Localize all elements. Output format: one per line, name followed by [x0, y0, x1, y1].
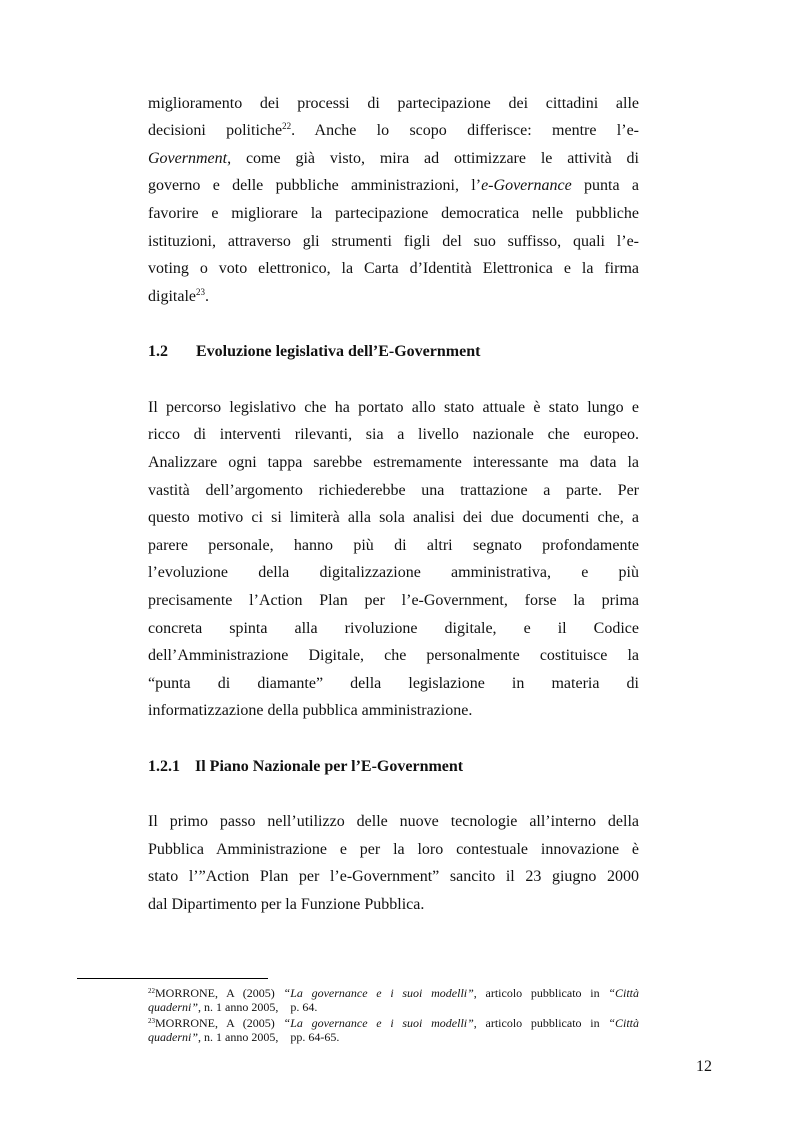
text-line: voting o voto elettronico, la Carta d’Identità Elettronica e la firma — [148, 260, 639, 277]
text-line: vastità dell’argomento richiederebbe una trattazione a parte. Per — [148, 482, 639, 499]
text-line: decisioni politiche$^{22}$. Anche lo scopo differisce: mentre l’e- — [148, 121, 639, 139]
text-line: Analizzare ogni tappa sarebbe estremamente interessante ma data la — [148, 454, 639, 471]
page-number: 12 — [696, 1058, 712, 1075]
text-line: Government, come già visto, mira ad ottimizzare le attività di — [148, 150, 639, 167]
text-line: favorire e migliorare la partecipazione democratica nelle pubbliche — [148, 205, 639, 222]
text-line: “punta di diamante” della legislazione in materia di — [148, 675, 639, 692]
text-line: precisamente l’Action Plan per l’e-Government, forse la prima — [148, 592, 639, 609]
text-line: Pubblica Amministrazione e per la loro contestuale innovazione è — [148, 841, 639, 858]
text-line: miglioramento dei processi di partecipazione dei cittadini alle — [148, 95, 639, 112]
text-line: istituzioni, attraverso gli strumenti figli del suo suffisso, quali l’e- — [148, 233, 639, 250]
text-line: ricco di interventi rilevanti, sia a livello nazionale che europeo. — [148, 426, 639, 443]
text-line: Il primo passo nell’utilizzo delle nuove tecnologie all’interno della — [148, 813, 639, 830]
text-line: concreta spinta alla rivoluzione digitale, e il Codice — [148, 620, 639, 637]
footnote: $^{22}$MORRONE, A (2005) “La governance e i suoi modelli”, articolo pubblicato in “Città quaderni”, n. 1 anno 2005, p. 64. — [148, 986, 640, 1014]
text-line: dal Dipartimento per la Funzione Pubblica. — [148, 896, 425, 913]
text-line: informatizzazione della pubblica amministrazione. — [148, 702, 473, 719]
footnote-ref[interactable]: 22 — [282, 121, 292, 131]
text-line: Il percorso legislativo che ha portato allo stato attuale è stato lungo e — [148, 399, 639, 416]
text-line: parere personale, hanno più di altri segnato profondamente — [148, 537, 639, 554]
section-heading: 1.2 Evoluzione legislativa dell’E-Government — [148, 343, 481, 360]
text-line: digitale$^{23}$. — [148, 287, 209, 305]
footnote-separator — [77, 978, 268, 979]
text-line: l’evoluzione della digitalizzazione amministrativa, e più — [148, 564, 639, 581]
footnote: $^{23}$MORRONE, A (2005) “La governance e i suoi modelli”, articolo pubblicato in “Città quaderni”, n. 1 anno 2005, pp. 64-65. — [148, 1016, 640, 1044]
footnote-ref[interactable]: 23 — [195, 287, 205, 297]
subsection-heading: 1.2.1 Il Piano Nazionale per l’E-Government — [148, 758, 464, 775]
text-line: governo e delle pubbliche amministrazioni, l’e-Governance punta a — [148, 177, 639, 194]
text-line: dell’Amministrazione Digitale, che personalmente costituisce la — [148, 647, 639, 664]
text-line: questo motivo ci si limiterà alla sola analisi dei due documenti che, a — [148, 509, 639, 526]
text-line: stato l’”Action Plan per l’e-Government” sancito il 23 giugno 2000 — [148, 868, 639, 885]
